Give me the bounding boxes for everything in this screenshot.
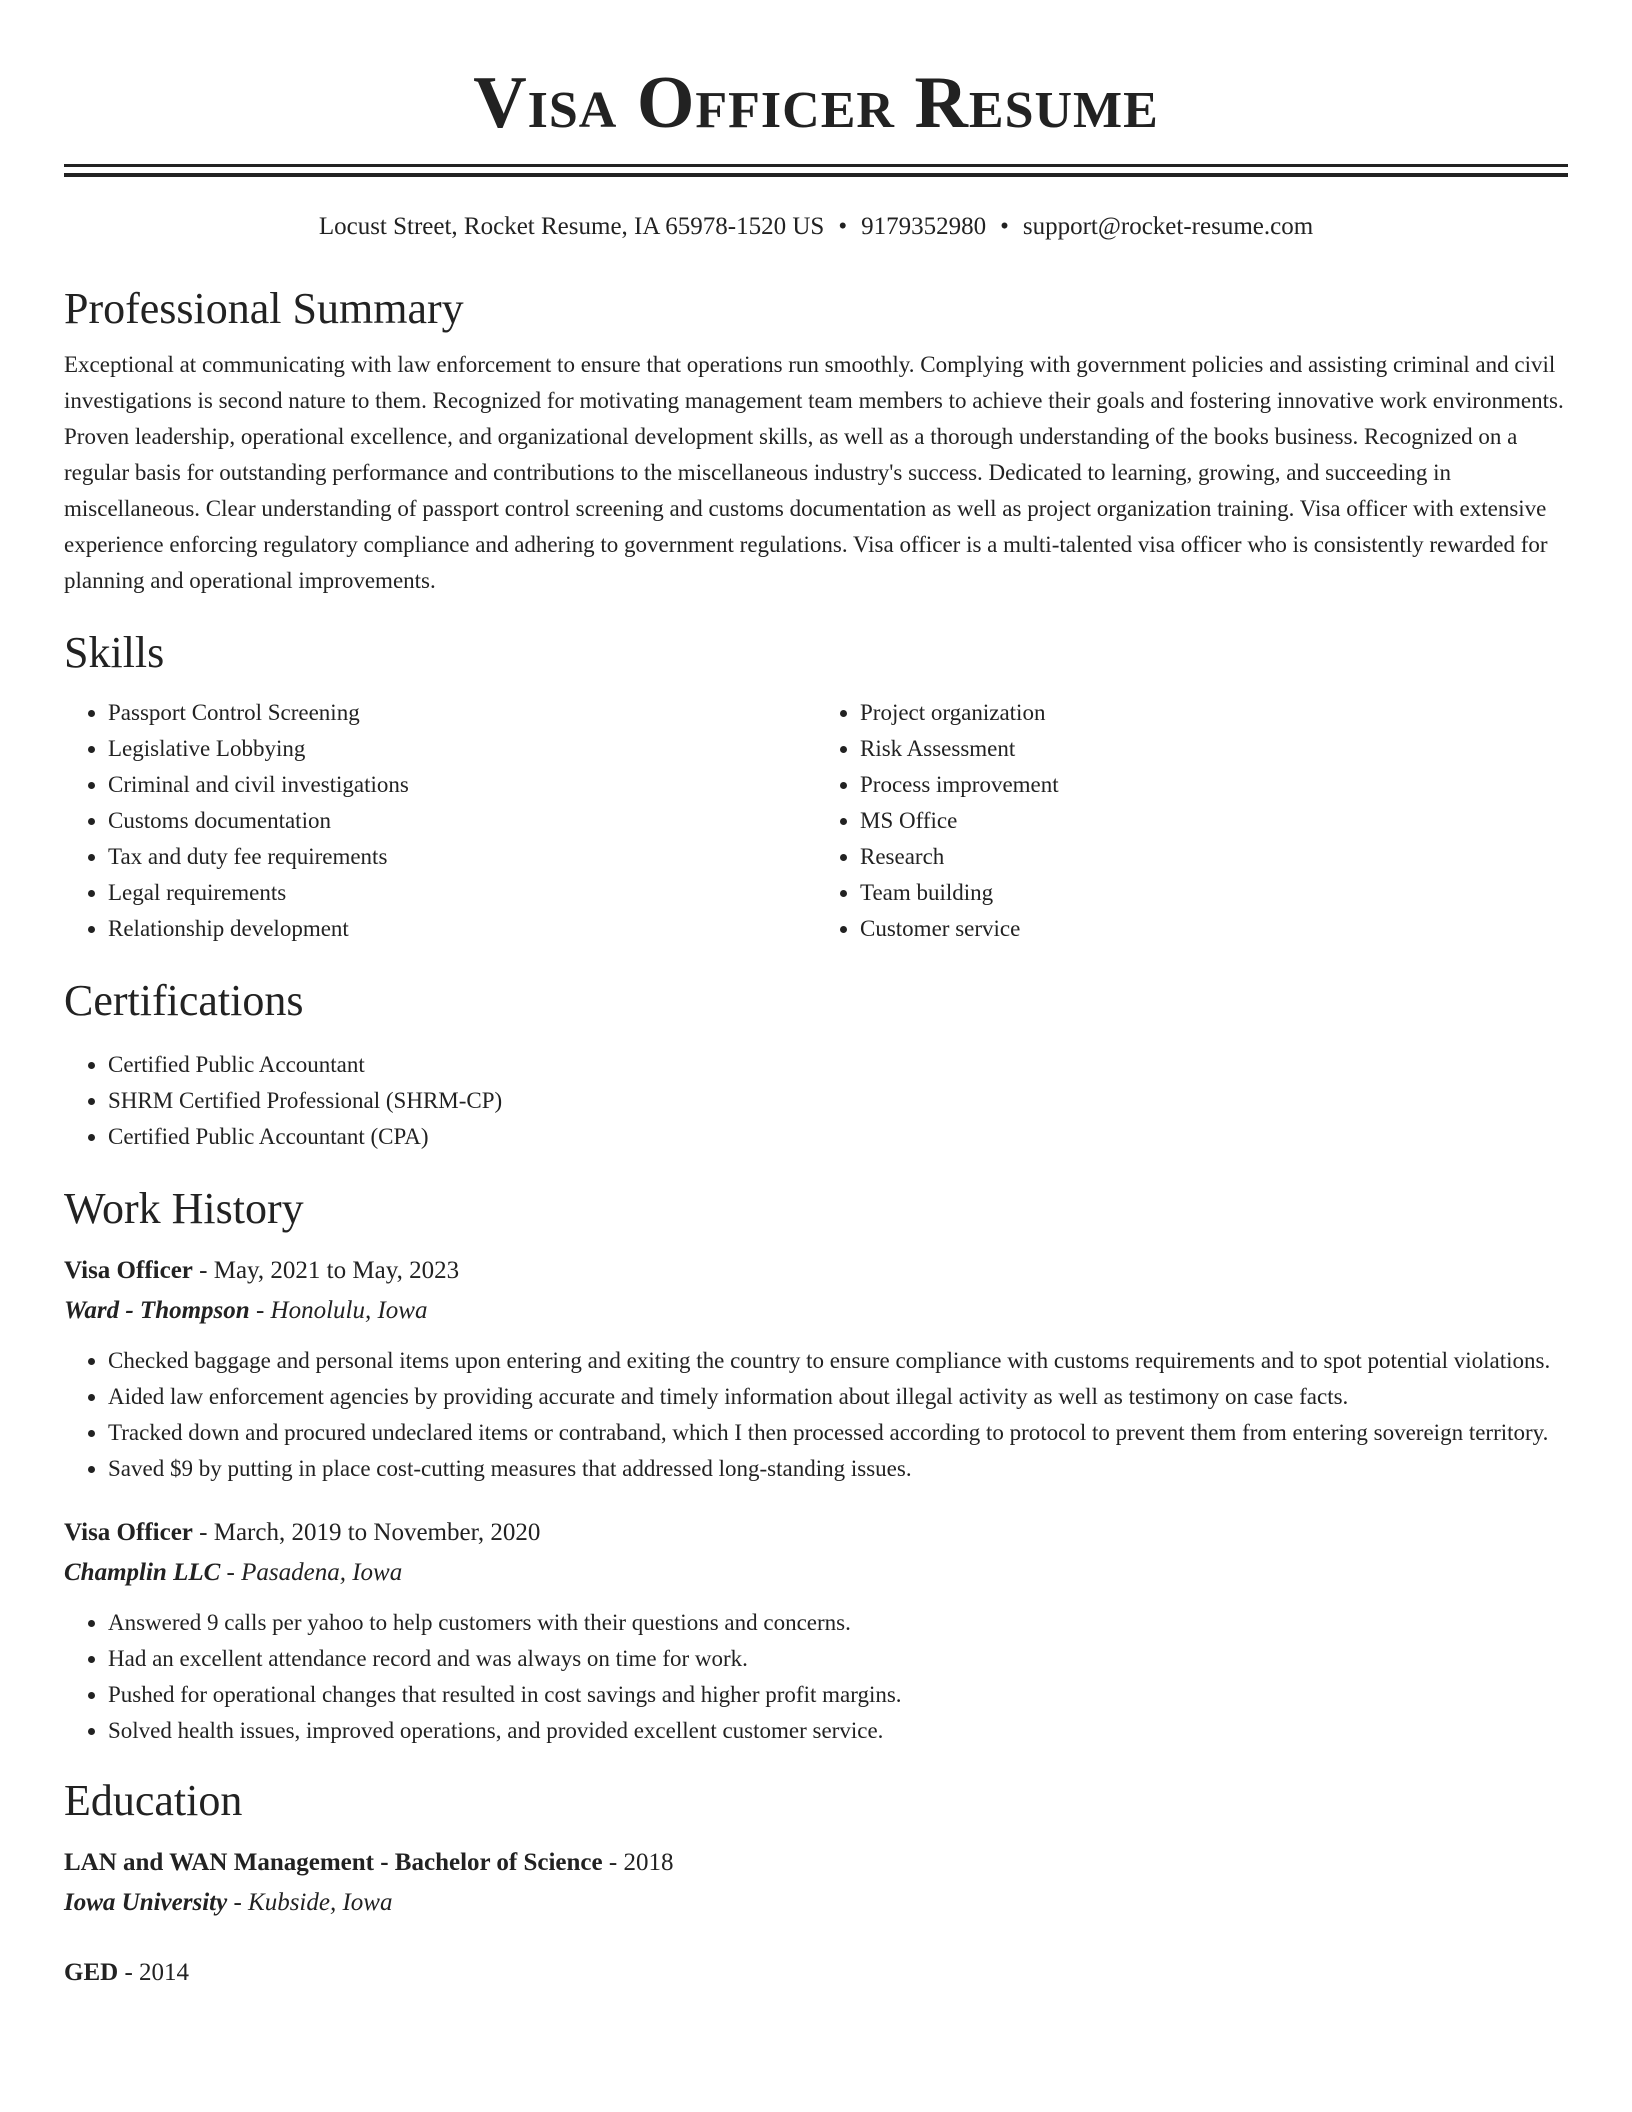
- title-divider-bottom: [64, 173, 1568, 177]
- job-company: Ward - Thompson: [64, 1297, 250, 1324]
- job-duty-item: • Checked baggage and personal items upon entering and exiting the country to ensure compliance with customs requirements and to spot potential violations.: [108, 1343, 1568, 1379]
- job-duty-item: • Tracked down and procured undeclared items or contraband, which I then processed according to protocol to prevent them from entering sovereign territory.: [108, 1415, 1568, 1451]
- dash: -: [226, 1559, 235, 1586]
- skills-columns: [64, 695, 1568, 947]
- dash: -: [255, 1297, 265, 1324]
- skill-item: • Project organization: [860, 695, 1568, 731]
- skill-item: • Customs documentation: [108, 803, 816, 839]
- contact-address: Locust Street, Rocket Resume, IA 65978-1520 US: [318, 213, 825, 240]
- education-heading: Education: [64, 1776, 243, 1825]
- certifications-section: [64, 973, 1568, 1155]
- education-degree-line: [64, 1953, 1568, 1993]
- education-year: 2014: [139, 1959, 190, 1986]
- skill-item: • Risk Assessment: [860, 731, 1568, 767]
- contact-separator: •: [838, 213, 848, 240]
- title-divider-top: [64, 164, 1568, 167]
- skill-item: • Tax and duty fee requirements: [108, 839, 816, 875]
- job-title: Visa Officer: [64, 1257, 193, 1284]
- contact-line: [64, 211, 1568, 243]
- skill-item: • Team building: [860, 875, 1568, 911]
- job-duty-item: • Aided law enforcement agencies by providing accurate and timely information about illegal activity as well as testimony on case facts.: [108, 1379, 1568, 1415]
- job-duty-item: • Had an excellent attendance record and was always on time for work.: [108, 1641, 1568, 1677]
- job-title: Visa Officer: [64, 1519, 193, 1546]
- contact-phone: 9179352980: [861, 213, 987, 240]
- skills-left-list: [64, 695, 816, 947]
- education-school-line: [64, 1883, 1568, 1923]
- skill-item: • Research: [860, 839, 1568, 875]
- resume-title: Visa Officer Resume: [473, 62, 1159, 144]
- skill-item: • Passport Control Screening: [108, 695, 816, 731]
- job-dates: March, 2019 to November, 2020: [213, 1519, 541, 1546]
- job-duties-list: [64, 1343, 1568, 1487]
- skill-item: • Relationship development: [108, 911, 816, 947]
- dash: -: [199, 1257, 208, 1284]
- education-school: Iowa University: [64, 1889, 228, 1916]
- work-history-heading: Work History: [64, 1184, 304, 1233]
- dash: -: [608, 1849, 618, 1876]
- job-company: Champlin LLC: [64, 1559, 221, 1586]
- education-year: 2018: [623, 1849, 674, 1876]
- education-degree: LAN and WAN Management - Bachelor of Science: [64, 1849, 603, 1876]
- job-entry: [64, 1251, 1568, 1487]
- job-title-line: [64, 1513, 1568, 1553]
- summary-text: Exceptional at communicating with law enforcement to ensure that operations run smoothly. Complying with government policies and assisting criminal and civil investigations is second nature to them. Recognized for motivating management team members to achieve their goals and fostering innovative work environments. Proven leadership, operational excellence, and organizational development skills, as well as a thorough understanding of the books business. Recognized on a regular basis for outstanding performance and contributions to the miscellaneous industry's success. Dedicated to learning, growing, and succeeding in miscellaneous. Clear understanding of passport control screening and customs documentation as well as project organization training. Visa officer with extensive experience enforcing regulatory compliance and adhering to government regulations. Visa officer is a multi-talented visa officer who is consistently rewarded for planning and operational improvements.: [64, 352, 1564, 593]
- job-location: Honolulu, Iowa: [270, 1297, 428, 1324]
- dash: -: [124, 1959, 133, 1986]
- job-duty-item: • Answered 9 calls per yahoo to help customers with their questions and concerns.: [108, 1605, 1568, 1641]
- certification-item: • SHRM Certified Professional (SHRM-CP): [108, 1083, 1568, 1119]
- resume-page: [64, 0, 1568, 1993]
- education-section: [64, 1773, 1568, 1993]
- education-entry: [64, 1843, 1568, 1923]
- job-entry: [64, 1513, 1568, 1749]
- certifications-list: [64, 1047, 1568, 1155]
- work-history-section: [64, 1181, 1568, 1749]
- job-duty-item: • Solved health issues, improved operations, and provided excellent customer service.: [108, 1713, 1568, 1749]
- job-company-line: [64, 1553, 1568, 1593]
- education-location: Kubside, Iowa: [248, 1889, 393, 1916]
- skill-item: • Legal requirements: [108, 875, 816, 911]
- skill-item: • Criminal and civil investigations: [108, 767, 816, 803]
- dash: -: [233, 1889, 242, 1916]
- dash: -: [199, 1519, 208, 1546]
- skills-heading: Skills: [64, 628, 165, 677]
- certification-item: • Certified Public Accountant: [108, 1047, 1568, 1083]
- education-entry: [64, 1953, 1568, 1993]
- job-title-line: [64, 1251, 1568, 1291]
- contact-separator: •: [1000, 213, 1009, 240]
- job-dates: May, 2021 to May, 2023: [213, 1257, 460, 1284]
- education-degree-line: [64, 1843, 1568, 1883]
- job-duty-item: • Pushed for operational changes that resulted in cost savings and higher profit margins.: [108, 1677, 1568, 1713]
- job-location: Pasadena, Iowa: [241, 1559, 403, 1586]
- skill-item: • Process improvement: [860, 767, 1568, 803]
- contact-email: support@rocket-resume.com: [1022, 213, 1314, 240]
- skill-item: • Legislative Lobbying: [108, 731, 816, 767]
- summary-heading: Professional Summary: [64, 284, 464, 333]
- job-duty-item: • Saved $9 by putting in place cost-cutting measures that addressed long-standing issues.: [108, 1451, 1568, 1487]
- job-company-line: [64, 1291, 1568, 1331]
- skill-item: • MS Office: [860, 803, 1568, 839]
- skill-item: • Customer service: [860, 911, 1568, 947]
- certification-item: • Certified Public Accountant (CPA): [108, 1119, 1568, 1155]
- skills-section: [64, 625, 1568, 947]
- job-duties-list: [64, 1605, 1568, 1749]
- skills-right-list: [816, 695, 1568, 947]
- certifications-heading: Certifications: [64, 976, 304, 1025]
- summary-section: [64, 281, 1568, 599]
- education-degree: GED: [64, 1959, 119, 1986]
